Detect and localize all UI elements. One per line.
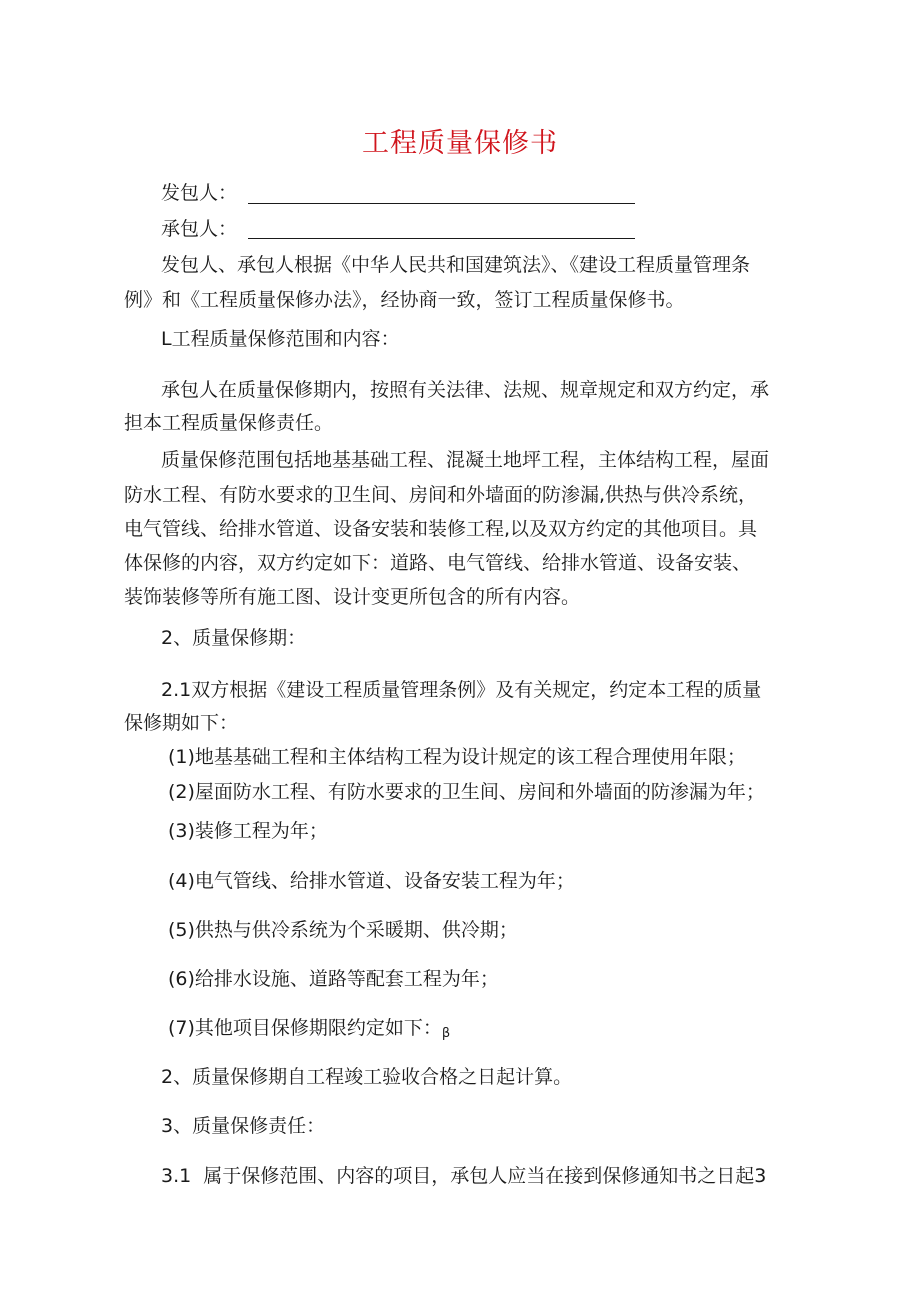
section1-p1-line-1: 承包人在质量保修期内，按照有关法律、法规、规章规定和双方约定，承 — [161, 379, 770, 401]
warranty-item-5: (5)供热与供冷系统为个采暖期、供冷期； — [168, 919, 518, 941]
section1-p2-line-2: 防水工程、有防水要求的卫生间、房间和外墙面的防渗漏,供热与供冷系统， — [124, 484, 758, 506]
document-title: 工程质量保修书 — [362, 128, 558, 159]
warranty-item-7-mark: β — [441, 1026, 451, 1041]
section2-1-line-1: 2.1双方根据《建设工程质量管理条例》及有关规定，约定本工程的质量 — [161, 679, 762, 701]
section1-p2-line-5: 装饰装修等所有施工图、设计变更所包含的所有内容。 — [124, 586, 581, 608]
section2-1-line-2: 保修期如下： — [124, 712, 239, 734]
intro-line-1: 发包人、承包人根据《中华人民共和国建筑法》、《建设工程质量管理条 — [161, 254, 751, 276]
warranty-item-6: (6)给排水设施、道路等配套工程为年； — [168, 968, 499, 990]
warranty-item-3: (3)装修工程为年； — [168, 820, 328, 842]
contractor-label: 承包人： — [161, 218, 238, 240]
employer-blank-line — [248, 203, 635, 204]
warranty-item-7 — [168, 1015, 450, 1047]
warranty-item-7-text: (7)其他项目保修期限约定如下： — [168, 1017, 442, 1039]
contractor-blank-line — [248, 238, 635, 239]
section1-p2-line-1: 质量保修范围包括地基基础工程、混凝土地坪工程，主体结构工程，屋面 — [161, 449, 770, 471]
section2-heading: 2、质量保修期： — [161, 627, 307, 649]
warranty-item-1: (1)地基基础工程和主体结构工程为设计规定的该工程合理使用年限； — [168, 746, 746, 768]
section1-p2-line-4: 体保修的内容，双方约定如下：道路、电气管线、给排水管道、设备安装、 — [124, 552, 752, 574]
section1-heading: L工程质量保修范围和内容： — [161, 328, 400, 350]
section1-p1-line-2: 担本工程质量保修责任。 — [124, 412, 334, 434]
employer-label: 发包人： — [161, 182, 238, 204]
section1-p2-line-3: 电气管线、给排水管道、设备安装和装修工程,以及双方约定的其他项目。具 — [124, 518, 758, 540]
section2-2: 2、质量保修期自工程竣工验收合格之日起计算。 — [161, 1066, 573, 1088]
intro-line-2: 例》和《工程质量保修办法》，经协商一致，签订工程质量保修书。 — [124, 289, 685, 311]
warranty-item-2: (2)屋面防水工程、有防水要求的卫生间、房间和外墙面的防渗漏为年； — [168, 781, 765, 803]
section3-heading: 3、质量保修责任： — [161, 1115, 326, 1137]
warranty-item-4: (4)电气管线、给排水管道、设备安装工程为年； — [168, 870, 575, 892]
section3-1-line-1: 3.1 属于保修范围、内容的项目，承包人应当在接到保修通知书之日起3 — [161, 1165, 767, 1187]
